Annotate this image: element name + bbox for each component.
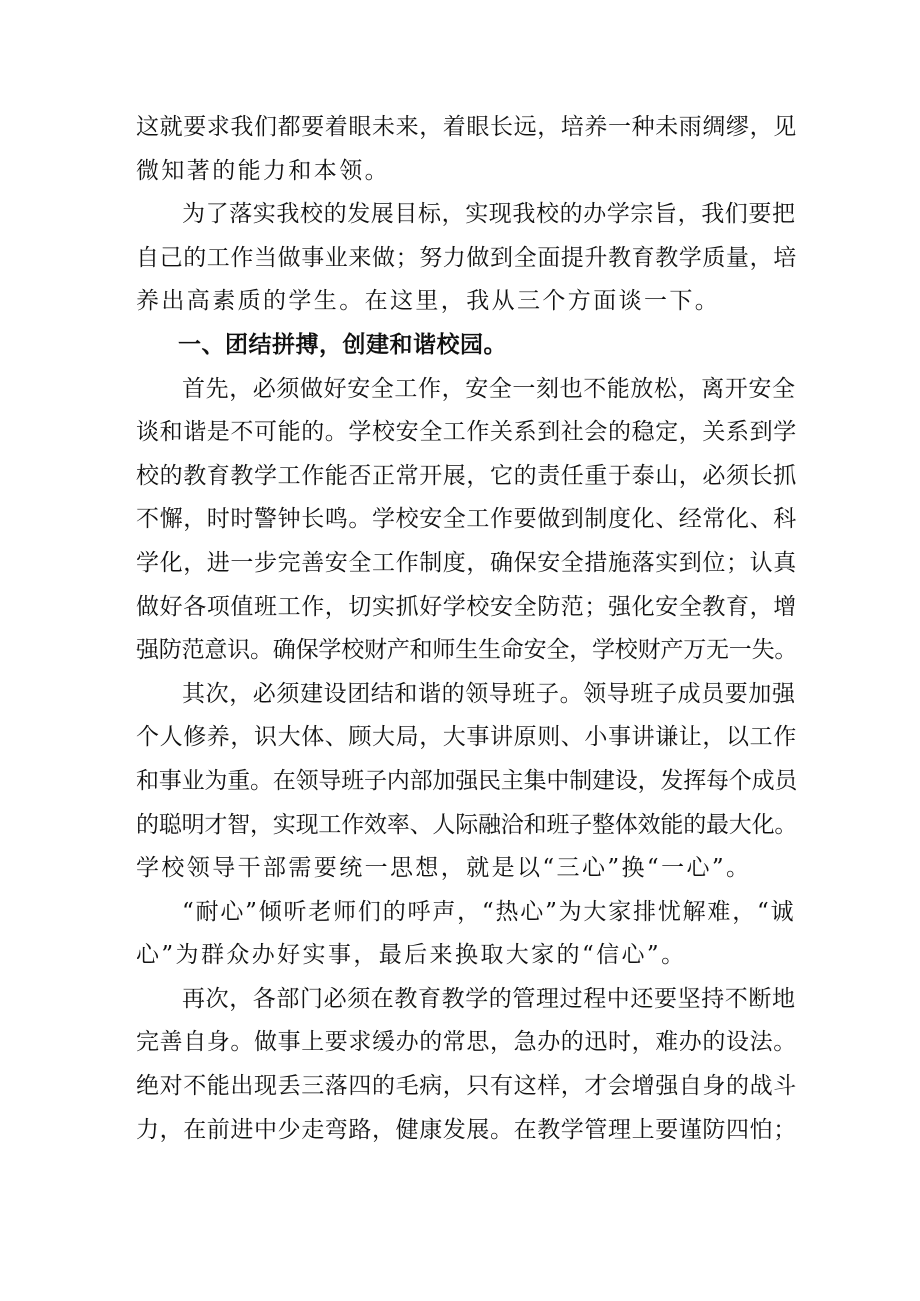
document-body	[136, 106, 796, 1152]
text-line: 自己的工作当做事业来做；努力做到全面提升教育教学质量，培	[136, 244, 797, 271]
text-line: 完善自身。做事上要求缓办的常思，急办的迅时，难办的设法。	[136, 1029, 797, 1056]
text-line: “耐心”倾听老师们的呼声，“热心”为大家排忧解难，“诚	[182, 898, 796, 925]
text-line: 为了落实我校的发展目标，实现我校的办学宗旨，我们要把	[182, 201, 796, 228]
text-line: 这就要求我们都要着眼未来，着眼长远，培养一种未雨绸缪，见	[136, 114, 797, 140]
text-line: 校的教育教学工作能否正常开展，它的责任重于泰山，必须长抓	[136, 462, 797, 489]
text-line: 微知著的能力和本领。	[136, 157, 390, 184]
text-line: 力，在前进中少走弯路，健康发展。在教学管理上要谨防四怕；	[136, 1116, 797, 1143]
text-line: 再次，各部门必须在教育教学的管理过程中还要坚持不断地	[182, 985, 796, 1012]
text-line: 强防范意识。确保学校财产和师生生命安全，学校财产万无一失。	[136, 637, 798, 664]
text-line: 绝对不能出现丢三落四的毛病，只有这样，才会增强自身的战斗	[136, 1073, 797, 1100]
section-heading: 一、团结拼搏，创建和谐校园。	[178, 331, 507, 358]
text-line: 做好各项值班工作，切实抓好学校安全防范；强化安全教育，增	[136, 593, 797, 620]
text-line: 个人修养，识大体、顾大局，大事讲原则、小事讲谦让，以工作	[136, 724, 797, 751]
text-line: 首先，必须做好安全工作，安全一刻也不能放松，离开安全	[182, 375, 796, 402]
text-line: 谈和谐是不可能的。学校安全工作关系到社会的稳定，关系到学	[136, 419, 797, 446]
text-line: 其次，必须建设团结和谐的领导班子。领导班子成员要加强	[182, 680, 796, 707]
text-line: 养出高素质的学生。在这里，我从三个方面谈一下。	[136, 288, 721, 315]
text-line: 心”为群众办好实事，最后来换取大家的“信心”。	[136, 942, 687, 969]
text-line: 不懈，时时警钟长鸣。学校安全工作要做到制度化、经常化、科	[136, 506, 797, 533]
text-line: 的聪明才智，实现工作效率、人际融洽和班子整体效能的最大化。	[136, 811, 798, 838]
text-line: 学校领导干部需要统一思想，就是以“三心”换“一心”。	[136, 855, 752, 882]
text-line: 学化，进一步完善安全工作制度，确保安全措施落实到位；认真	[136, 549, 797, 576]
text-line: 和事业为重。在领导班子内部加强民主集中制建设，发挥每个成员	[136, 767, 798, 794]
